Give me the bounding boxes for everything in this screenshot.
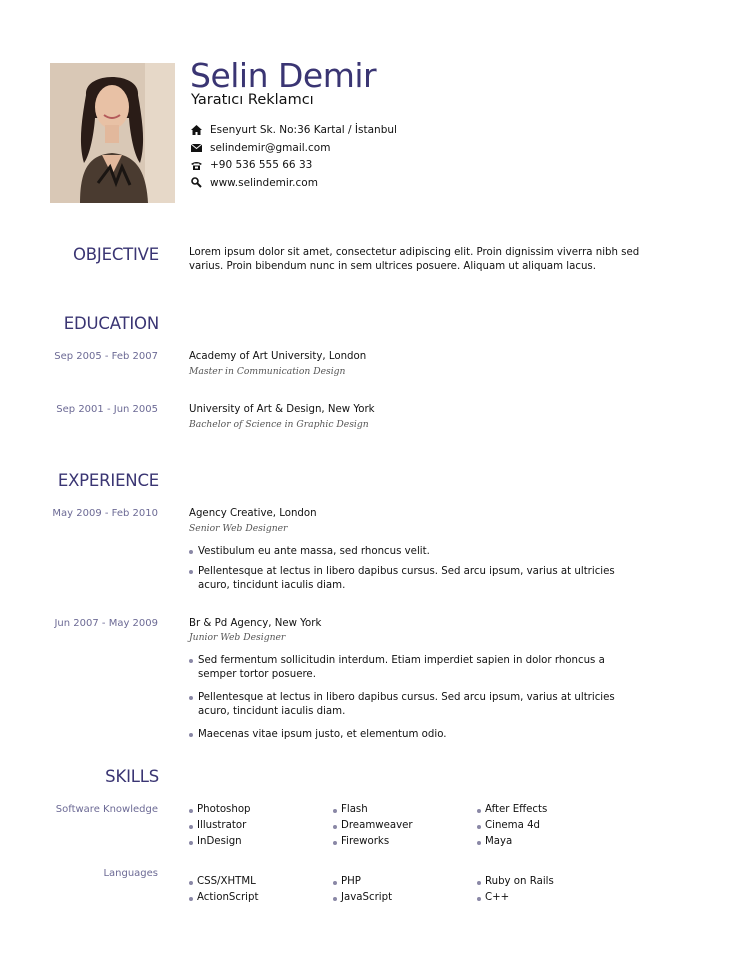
experience-bullet: Vestibulum eu ante massa, sed rhoncus velit. [189, 545, 628, 559]
experience-company: Agency Creative, London [189, 508, 317, 519]
contact-website[interactable] [190, 174, 397, 192]
language-item: CSS/XHTML [189, 876, 256, 887]
experience-bullet: Pellentesque at lectus in libero dapibus cursus. Sed arcu ipsum, varius at ultricies acuro, tincidunt iaculis diam. [189, 691, 628, 719]
contact-address [190, 121, 397, 139]
contact-email[interactable] [190, 139, 397, 157]
job-title: Yaratıcı Reklamcı [191, 92, 314, 108]
search-icon [190, 177, 202, 189]
language-item: C++ [477, 892, 509, 903]
experience-company: Br & Pd Agency, New York [189, 618, 322, 629]
objective-text-line: varius. Proin bibendum nunc in sem ultrices posuere. Aliquam ut aliquam lacus. [189, 261, 596, 272]
experience-role: Junior Web Designer [189, 632, 286, 643]
skill-item: Maya [477, 836, 512, 847]
education-degree: Bachelor of Science in Graphic Design [189, 419, 369, 430]
language-item: Ruby on Rails [477, 876, 554, 887]
language-item: JavaScript [333, 892, 392, 903]
contact-email-text[interactable]: selindemir@gmail.com [210, 141, 331, 154]
software-knowledge-label: Software Knowledge [55, 804, 158, 815]
experience-role: Senior Web Designer [189, 523, 288, 534]
language-item: ActionScript [189, 892, 258, 903]
contact-phone [190, 156, 397, 174]
skill-item: Cinema 4d [477, 820, 540, 831]
experience-bullet: Sed fermentum sollicitudin interdum. Etiam imperdiet sapien in dolor rhoncus a semper tortor posuere. [189, 654, 628, 682]
contact-list [190, 121, 397, 192]
profile-photo [50, 63, 175, 203]
experience-bullet: Maecenas vitae ipsum justo, et elementum odio. [189, 728, 628, 742]
person-name: Selin Demir [190, 56, 377, 95]
education-heading: EDUCATION [63, 314, 159, 333]
contact-phone-text: +90 536 555 66 33 [210, 159, 313, 172]
skill-item: Photoshop [189, 804, 251, 815]
phone-icon [190, 159, 202, 171]
skill-item: Fireworks [333, 836, 389, 847]
envelope-icon [190, 142, 202, 154]
education-school: Academy of Art University, London [189, 351, 367, 362]
objective-text-line: Lorem ipsum dolor sit amet, consectetur adipiscing elit. Proin dignissim viverra nibh sed [189, 247, 640, 258]
portrait-photo [50, 63, 175, 203]
skill-item: Dreamweaver [333, 820, 413, 831]
experience-bullet: Pellentesque at lectus in libero dapibus cursus. Sed arcu ipsum, varius at ultricies acuro, tincidunt iaculis diam. [189, 565, 628, 593]
skill-item: InDesign [189, 836, 242, 847]
education-date: Sep 2005 - Feb 2007 [54, 351, 158, 362]
skills-heading: SKILLS [105, 767, 159, 786]
education-school: University of Art & Design, New York [189, 404, 375, 415]
education-date: Sep 2001 - Jun 2005 [56, 404, 158, 415]
education-degree: Master in Communication Design [189, 366, 346, 377]
objective-heading: OBJECTIVE [73, 245, 159, 264]
skill-item: After Effects [477, 804, 547, 815]
home-icon [190, 124, 202, 136]
languages-label: Languages [103, 868, 158, 879]
experience-date: May 2009 - Feb 2010 [52, 508, 158, 519]
skill-item: Flash [333, 804, 368, 815]
language-item: PHP [333, 876, 361, 887]
contact-website-text[interactable]: www.selindemir.com [210, 176, 318, 189]
contact-address-text: Esenyurt Sk. No:36 Kartal / İstanbul [210, 123, 397, 136]
objective-text [189, 246, 640, 274]
skill-item: Illustrator [189, 820, 246, 831]
experience-heading: EXPERIENCE [57, 471, 159, 490]
experience-date: Jun 2007 - May 2009 [54, 618, 158, 629]
